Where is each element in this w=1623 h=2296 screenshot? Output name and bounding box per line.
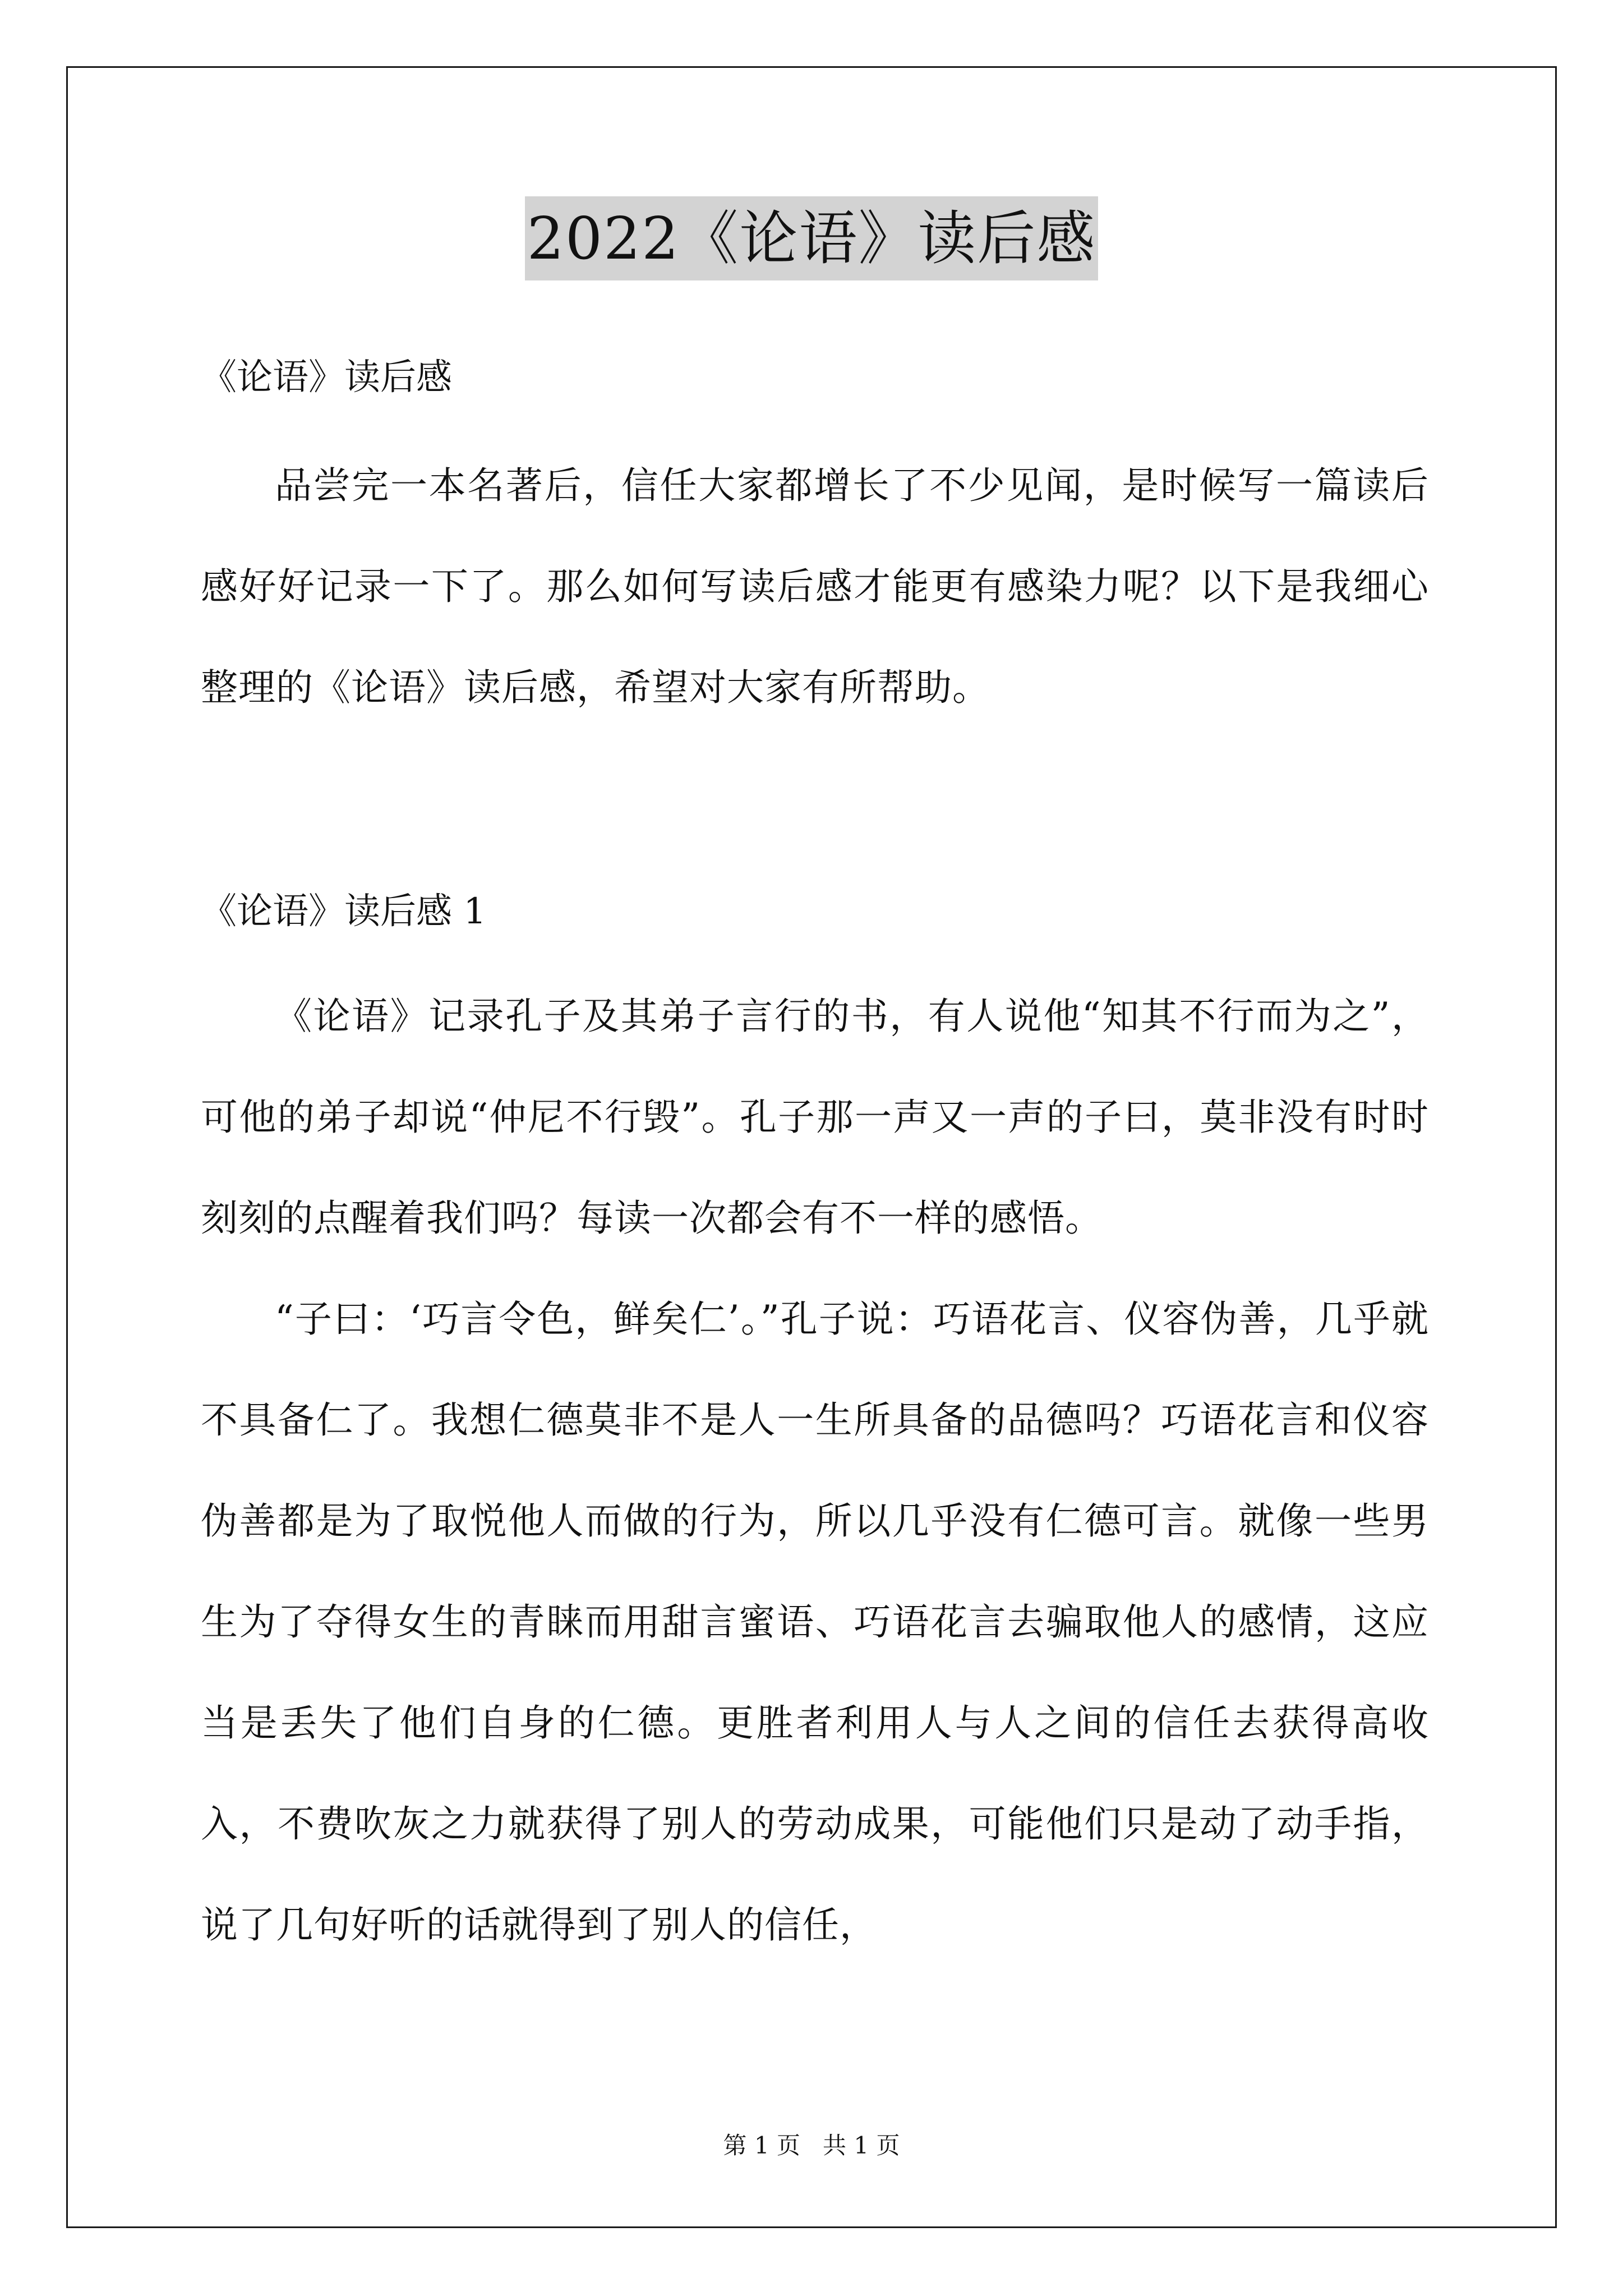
intro-paragraph: 品尝完一本名著后，信任大家都增长了不少见闻，是时候写一篇读后感好好记录一下了。那么如何写读后感才能更有感染力呢？以下是我细心整理的《论语》读后感，希望对大家有所帮助。 xyxy=(201,464,1429,709)
document-subtitle: 《论语》读后感 xyxy=(201,357,452,398)
body-paragraph-2: “子曰：‘巧言令色，鲜矣仁’。”孔子说：巧语花言、仪容伪善，几乎就不具备仁了。我想仁德莫非不是人一生所具备的品德吗？巧语花言和仪容伪善都是为了取悦他人而做的行为，所以几乎没有仁德可言。就像一些男生为了夺得女生的青睐而用甜言蜜语、巧语花言去骗取他人的感情，这应当是丢失了他们自身的仁德。更胜者利用人与人之间的信任去获得高收入，不费吹灰之力就获得了别人的劳动成果，可能他们只是动了动手指，说了几句好听的话就得到了别人的信任， xyxy=(201,1297,1429,1947)
section-heading: 《论语》读后感 1 xyxy=(201,891,487,932)
body-paragraph-1: 《论语》记录孔子及其弟子言行的书，有人说他“知其不行而为之”，可他的弟子却说“仲尼不行毁”。孔子那一声又一声的子曰，莫非没有时时刻刻的点醒着我们吗？每读一次都会有不一样的感悟。 xyxy=(201,995,1429,1240)
document-title: 2022《论语》读后感 xyxy=(525,196,1099,280)
title-container xyxy=(0,196,1623,280)
page-footer: 第 1 页 共 1 页 xyxy=(723,2132,900,2159)
